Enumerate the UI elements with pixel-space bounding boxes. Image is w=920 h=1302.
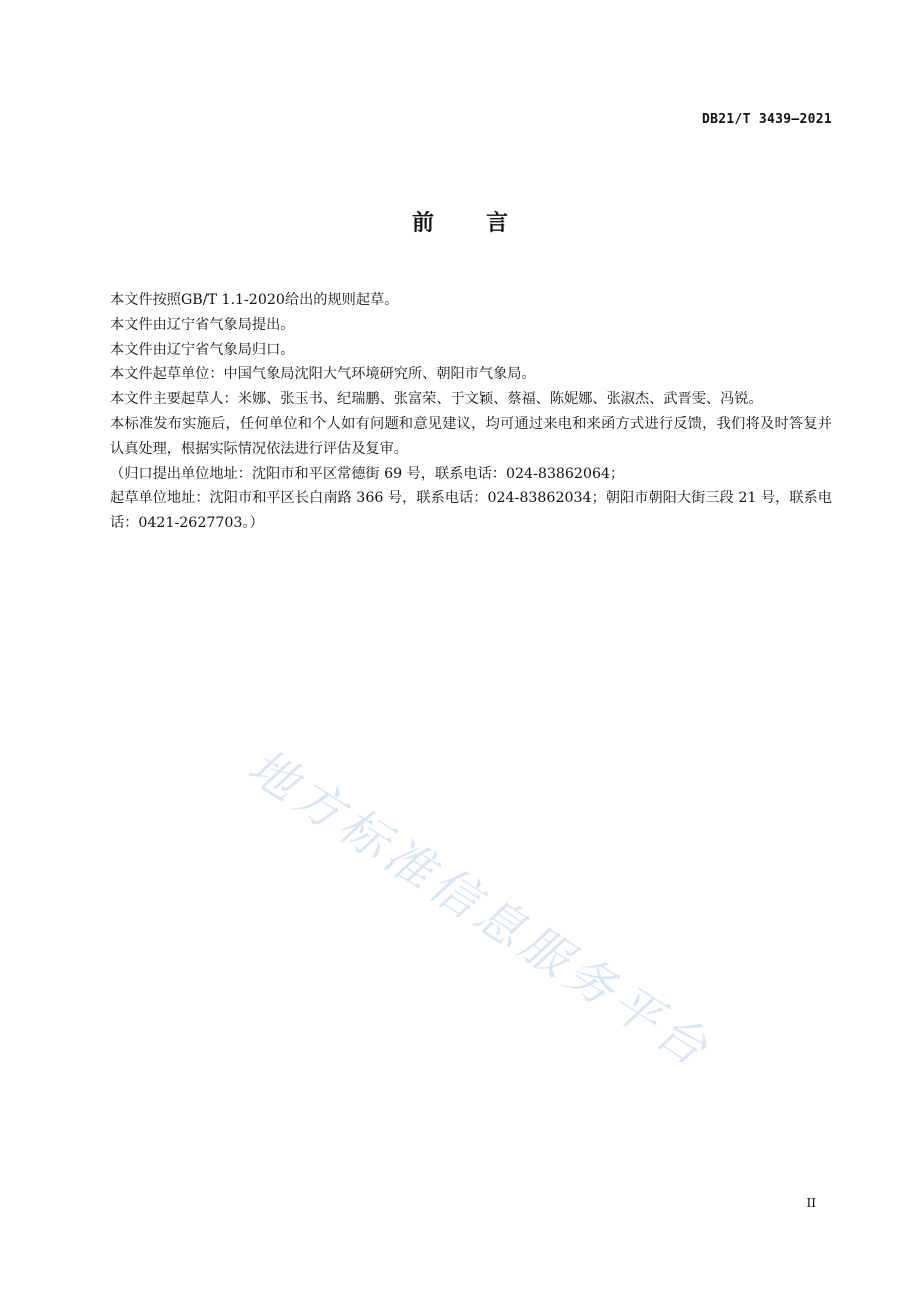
paragraph-main-drafters: 本文件主要起草人：米娜、张玉书、纪瑞鹏、张富荣、于文颖、蔡福、陈妮娜、张淑杰、武晋雯、冯锐。 <box>110 391 763 408</box>
watermark: 地方标准信息服务平台 <box>237 738 722 1080</box>
paragraph-drafting-rules: 本文件按照GB/T 1.1-2020给出的规则起草。 <box>110 292 399 308</box>
document-code: DB21/T 3439—2021 <box>701 112 832 127</box>
paragraph-feedback: 本标准发布实施后，任何单位和个人如有问题和意见建议，均可通过来电和来函方式进行反馈，我们将及时答复并认真处理，根据实际情况依法进行评估及复审。 <box>110 415 832 457</box>
paragraph-drafter-address: 起草单位地址：沈阳市和平区长白南路 366 号，联系电话：024-83862034；朝阳市朝阳大街三段 21 号，联系电话：0421-2627703。） <box>110 490 832 532</box>
paragraph-proposed-by: 本文件由辽宁省气象局提出。 <box>110 316 295 333</box>
paragraph-drafting-units: 本文件起草单位：中国气象局沈阳大气环境研究所、朝阳市气象局。 <box>110 366 536 383</box>
page-title <box>0 206 920 237</box>
foreword-body <box>110 288 832 536</box>
page-number: II <box>806 1196 816 1210</box>
paragraph-administered-by: 本文件由辽宁省气象局归口。 <box>110 341 295 358</box>
paragraph-admin-address: （归口提出单位地址：沈阳市和平区常德街 69 号，联系电话：024-83862064； <box>110 465 625 482</box>
title-char-2: 言 <box>486 211 509 236</box>
title-char-1: 前 <box>411 211 434 236</box>
